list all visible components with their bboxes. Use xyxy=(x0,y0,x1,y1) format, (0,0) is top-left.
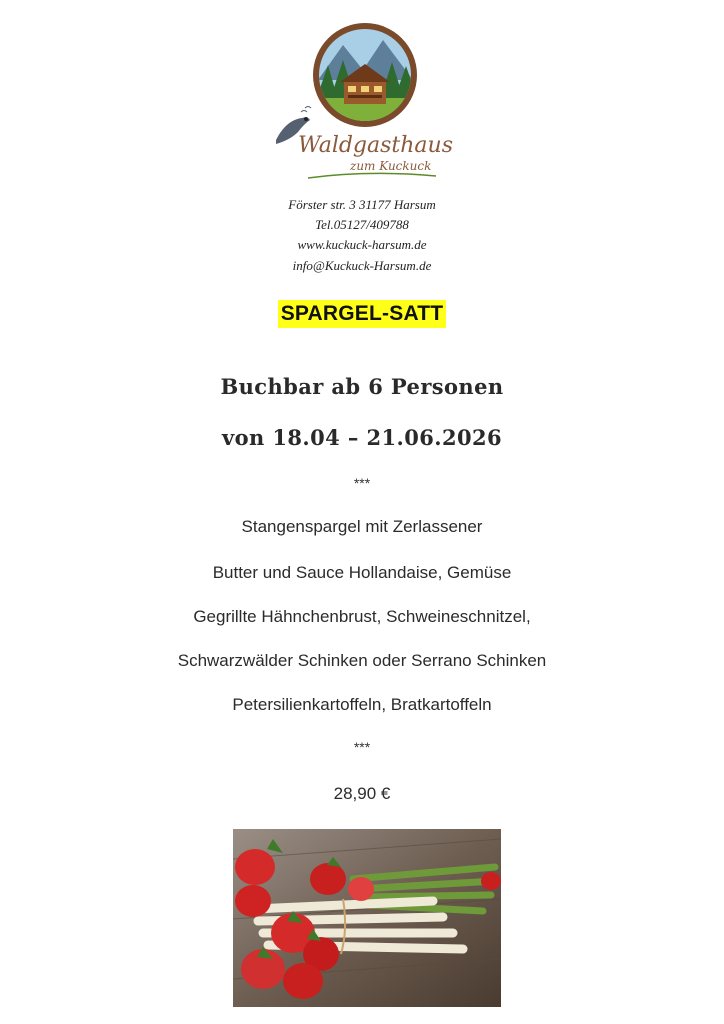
address-website: www.kuckuck-harsum.de xyxy=(297,237,427,252)
booking-line-2: von 18.04 – 21.06.2026 xyxy=(222,425,502,450)
menu-line: Gegrillte Hähnchenbrust, Schweineschnitzel, xyxy=(193,607,531,626)
address-street: Förster str. 3 31177 Harsum xyxy=(288,197,436,212)
logo-name-line1: Waldgasthaus xyxy=(298,133,454,158)
menu-line: Schwarzwälder Schinken oder Serrano Schinken xyxy=(177,651,547,670)
separator-bottom: *** xyxy=(353,739,371,755)
logo-name-line2: zum Kuckuck xyxy=(350,159,432,173)
restaurant-logo xyxy=(268,20,458,190)
logo-underline xyxy=(308,173,436,178)
title-wrapper xyxy=(0,300,724,328)
booking-line-1: Buchbar ab 6 Personen xyxy=(220,374,504,399)
separator-top: *** xyxy=(353,475,371,491)
address-phone: Tel.05127/409788 xyxy=(315,217,409,232)
asparagus-strawberry-photo xyxy=(233,829,501,1007)
address-email: info@Kuckuck-Harsum.de xyxy=(292,258,432,273)
price: 28,90 € xyxy=(333,784,391,803)
menu-line: Stangenspargel mit Zerlassener xyxy=(241,517,483,536)
page-title: SPARGEL-SATT xyxy=(278,300,447,328)
menu-line: Butter und Sauce Hollandaise, Gemüse xyxy=(212,563,512,582)
menu-line: Petersilienkartoffeln, Bratkartoffeln xyxy=(232,695,492,714)
